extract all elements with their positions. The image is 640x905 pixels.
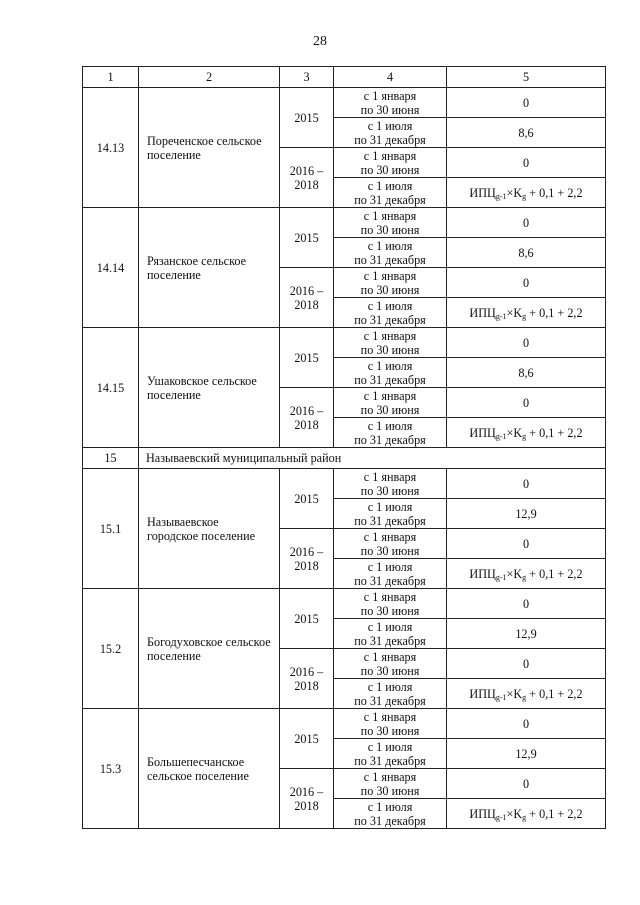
settlement-name: [139, 328, 280, 448]
year-cell: [280, 208, 334, 268]
period-line: по 30 июня: [360, 723, 420, 738]
period-line: по 30 июня: [360, 222, 420, 237]
period-line: с 1 июля: [367, 799, 413, 814]
formula-part: ×K: [506, 185, 523, 200]
formula-part: ×K: [506, 425, 523, 440]
period-line: с 1 июля: [367, 499, 413, 514]
period-line: с 1 января: [363, 388, 417, 403]
formula-part: ИПЦ: [469, 686, 496, 701]
period-cell: [334, 799, 447, 829]
settlement-number: 14.15: [83, 328, 139, 448]
settlement-name: [139, 88, 280, 208]
formula-part: ИПЦ: [469, 185, 496, 200]
period-cell: [334, 208, 447, 238]
formula-part: g-1: [495, 431, 507, 441]
tariff-formula: [469, 306, 582, 320]
formula-part: g-1: [495, 812, 507, 822]
settlement-number: 14.13: [83, 88, 139, 208]
period-line: с 1 июля: [367, 739, 413, 754]
formula-part: g: [522, 572, 527, 582]
period-line: по 30 июня: [360, 342, 420, 357]
period-line: с 1 января: [363, 268, 417, 283]
settlement-number: 15.3: [83, 709, 139, 829]
period-line: по 31 декабря: [354, 633, 426, 648]
column-header: 1: [83, 67, 139, 88]
year-label-line: 2018: [294, 417, 319, 432]
settlement-name-line: поселение: [147, 147, 201, 162]
region-name: Называевский муниципальный район: [139, 448, 606, 469]
period-cell: [334, 559, 447, 589]
tariff-value: [447, 298, 606, 328]
tariff-value: 0: [447, 328, 606, 358]
year-cell: [280, 469, 334, 529]
period-cell: [334, 238, 447, 268]
year-cell: [280, 328, 334, 388]
tariff-value: 0: [447, 589, 606, 619]
formula-part: + 0,1 + 2,2: [526, 425, 583, 440]
year-label-line: 2016 –: [289, 403, 324, 418]
year-cell: [280, 709, 334, 769]
period-line: по 31 декабря: [354, 372, 426, 387]
formula-part: ИПЦ: [469, 425, 496, 440]
year-cell: [280, 769, 334, 829]
tariff-value: 0: [447, 649, 606, 679]
period-cell: [334, 388, 447, 418]
settlement-name-line: городское поселение: [147, 528, 256, 543]
tariff-table-body: [83, 67, 606, 829]
period-line: с 1 июля: [367, 238, 413, 253]
period-line: по 31 декабря: [354, 252, 426, 267]
column-header: 4: [334, 67, 447, 88]
year-label-line: 2018: [294, 297, 319, 312]
year-label-line: 2015: [294, 731, 319, 746]
tariff-formula: [469, 807, 582, 821]
formula-part: ИПЦ: [469, 566, 496, 581]
period-line: с 1 января: [363, 88, 417, 103]
settlement-number: 15.1: [83, 469, 139, 589]
year-label-line: 2016 –: [289, 163, 324, 178]
period-line: по 30 июня: [360, 162, 420, 177]
year-label-line: 2018: [294, 798, 319, 813]
settlement-name: [139, 208, 280, 328]
period-cell: [334, 589, 447, 619]
period-line: по 30 июня: [360, 603, 420, 618]
period-cell: [334, 469, 447, 499]
settlement-name-line: Пореченское сельское: [147, 133, 262, 148]
period-line: с 1 января: [363, 649, 417, 664]
tariff-value: [447, 559, 606, 589]
year-label-line: 2015: [294, 230, 319, 245]
year-label-line: 2018: [294, 558, 319, 573]
period-line: по 30 июня: [360, 483, 420, 498]
tariff-value: 8,6: [447, 118, 606, 148]
formula-part: + 0,1 + 2,2: [526, 806, 583, 821]
period-cell: [334, 418, 447, 448]
year-label-line: 2015: [294, 491, 319, 506]
period-cell: [334, 88, 447, 118]
formula-part: ×K: [506, 305, 523, 320]
period-line: с 1 января: [363, 589, 417, 604]
formula-part: + 0,1 + 2,2: [526, 305, 583, 320]
settlement-number: 15.2: [83, 589, 139, 709]
table-row: [83, 709, 606, 739]
tariff-value: 8,6: [447, 358, 606, 388]
period-line: с 1 января: [363, 469, 417, 484]
period-line: с 1 июля: [367, 358, 413, 373]
tariff-value: 0: [447, 769, 606, 799]
year-cell: [280, 148, 334, 208]
period-line: по 30 июня: [360, 543, 420, 558]
settlement-name-line: поселение: [147, 387, 201, 402]
tariff-value: [447, 799, 606, 829]
period-line: по 31 декабря: [354, 513, 426, 528]
tariff-value: 12,9: [447, 739, 606, 769]
period-cell: [334, 739, 447, 769]
formula-part: g: [522, 311, 527, 321]
period-cell: [334, 178, 447, 208]
period-cell: [334, 499, 447, 529]
period-line: по 31 декабря: [354, 693, 426, 708]
period-line: с 1 января: [363, 148, 417, 163]
period-line: с 1 июля: [367, 559, 413, 574]
year-label-line: 2015: [294, 110, 319, 125]
table-row: [83, 208, 606, 238]
formula-part: ИПЦ: [469, 806, 496, 821]
tariff-value: 0: [447, 148, 606, 178]
period-line: с 1 июля: [367, 178, 413, 193]
settlement-name-line: Богодуховское сельское: [147, 634, 271, 649]
tariff-value: 0: [447, 709, 606, 739]
formula-part: ×K: [506, 566, 523, 581]
period-line: по 31 декабря: [354, 813, 426, 828]
formula-part: + 0,1 + 2,2: [526, 566, 583, 581]
period-line: по 31 декабря: [354, 312, 426, 327]
settlement-name-line: Большепесчанское: [147, 754, 245, 769]
period-line: с 1 июля: [367, 619, 413, 634]
period-cell: [334, 709, 447, 739]
period-line: с 1 июля: [367, 679, 413, 694]
table-row: [83, 328, 606, 358]
year-label-line: 2018: [294, 177, 319, 192]
formula-part: ×K: [506, 806, 523, 821]
period-line: по 31 декабря: [354, 132, 426, 147]
tariff-value: [447, 418, 606, 448]
settlement-name: [139, 469, 280, 589]
tariff-value: [447, 679, 606, 709]
period-line: с 1 января: [363, 529, 417, 544]
period-cell: [334, 298, 447, 328]
settlement-name-line: Ушаковское сельское: [147, 373, 257, 388]
settlement-name-line: поселение: [147, 267, 201, 282]
period-cell: [334, 358, 447, 388]
period-line: по 30 июня: [360, 783, 420, 798]
period-cell: [334, 328, 447, 358]
settlement-number: 14.14: [83, 208, 139, 328]
period-line: с 1 июля: [367, 298, 413, 313]
tariff-formula: [469, 567, 582, 581]
page-number: 28: [313, 34, 327, 49]
period-line: с 1 января: [363, 709, 417, 724]
tariff-formula: [469, 186, 582, 200]
tariff-value: 0: [447, 529, 606, 559]
period-line: по 30 июня: [360, 102, 420, 117]
tariff-value: 0: [447, 469, 606, 499]
tariff-value: 0: [447, 388, 606, 418]
settlement-name: [139, 589, 280, 709]
year-cell: [280, 649, 334, 709]
period-cell: [334, 769, 447, 799]
formula-part: g-1: [495, 311, 507, 321]
period-cell: [334, 148, 447, 178]
column-header: 3: [280, 67, 334, 88]
year-label-line: 2018: [294, 678, 319, 693]
formula-part: ИПЦ: [469, 305, 496, 320]
table-row: [83, 469, 606, 499]
tariff-value: 0: [447, 88, 606, 118]
formula-part: g: [522, 692, 527, 702]
settlement-name-line: сельское поселение: [147, 768, 249, 783]
period-cell: [334, 118, 447, 148]
period-line: с 1 июля: [367, 118, 413, 133]
year-label-line: 2016 –: [289, 664, 324, 679]
year-label-line: 2016 –: [289, 784, 324, 799]
period-line: с 1 января: [363, 208, 417, 223]
formula-part: ×K: [506, 686, 523, 701]
year-label-line: 2016 –: [289, 544, 324, 559]
formula-part: g: [522, 191, 527, 201]
period-line: по 31 декабря: [354, 432, 426, 447]
column-header: 5: [447, 67, 606, 88]
period-cell: [334, 679, 447, 709]
year-label-line: 2015: [294, 350, 319, 365]
column-header: 2: [139, 67, 280, 88]
period-line: с 1 января: [363, 769, 417, 784]
year-cell: [280, 529, 334, 589]
tariff-value: 12,9: [447, 499, 606, 529]
formula-part: g-1: [495, 692, 507, 702]
region-number: 15: [83, 448, 139, 469]
period-line: по 30 июня: [360, 402, 420, 417]
period-line: по 31 декабря: [354, 192, 426, 207]
period-cell: [334, 529, 447, 559]
header-row: [83, 67, 606, 88]
formula-part: g: [522, 431, 527, 441]
period-line: с 1 июля: [367, 418, 413, 433]
period-cell: [334, 268, 447, 298]
tariff-value: 8,6: [447, 238, 606, 268]
year-label-line: 2015: [294, 611, 319, 626]
formula-part: g: [522, 812, 527, 822]
tariff-formula: [469, 426, 582, 440]
year-cell: [280, 88, 334, 148]
formula-part: + 0,1 + 2,2: [526, 686, 583, 701]
year-cell: [280, 388, 334, 448]
period-line: по 30 июня: [360, 663, 420, 678]
tariff-table: [82, 66, 606, 829]
formula-part: g-1: [495, 572, 507, 582]
region-row: [83, 448, 606, 469]
table-row: [83, 589, 606, 619]
tariff-formula: [469, 687, 582, 701]
year-label-line: 2016 –: [289, 283, 324, 298]
tariff-value: 0: [447, 268, 606, 298]
settlement-name-line: Рязанское сельское: [147, 253, 247, 268]
tariff-value: 12,9: [447, 619, 606, 649]
settlement-name: [139, 709, 280, 829]
tariff-value: 0: [447, 208, 606, 238]
formula-part: + 0,1 + 2,2: [526, 185, 583, 200]
year-cell: [280, 589, 334, 649]
period-line: по 31 декабря: [354, 573, 426, 588]
period-cell: [334, 619, 447, 649]
settlement-name-line: Называевское: [147, 514, 219, 529]
year-cell: [280, 268, 334, 328]
settlement-name-line: поселение: [147, 648, 201, 663]
period-line: по 30 июня: [360, 282, 420, 297]
period-line: по 31 декабря: [354, 753, 426, 768]
tariff-value: [447, 178, 606, 208]
formula-part: g-1: [495, 191, 507, 201]
period-cell: [334, 649, 447, 679]
table-row: [83, 88, 606, 118]
period-line: с 1 января: [363, 328, 417, 343]
